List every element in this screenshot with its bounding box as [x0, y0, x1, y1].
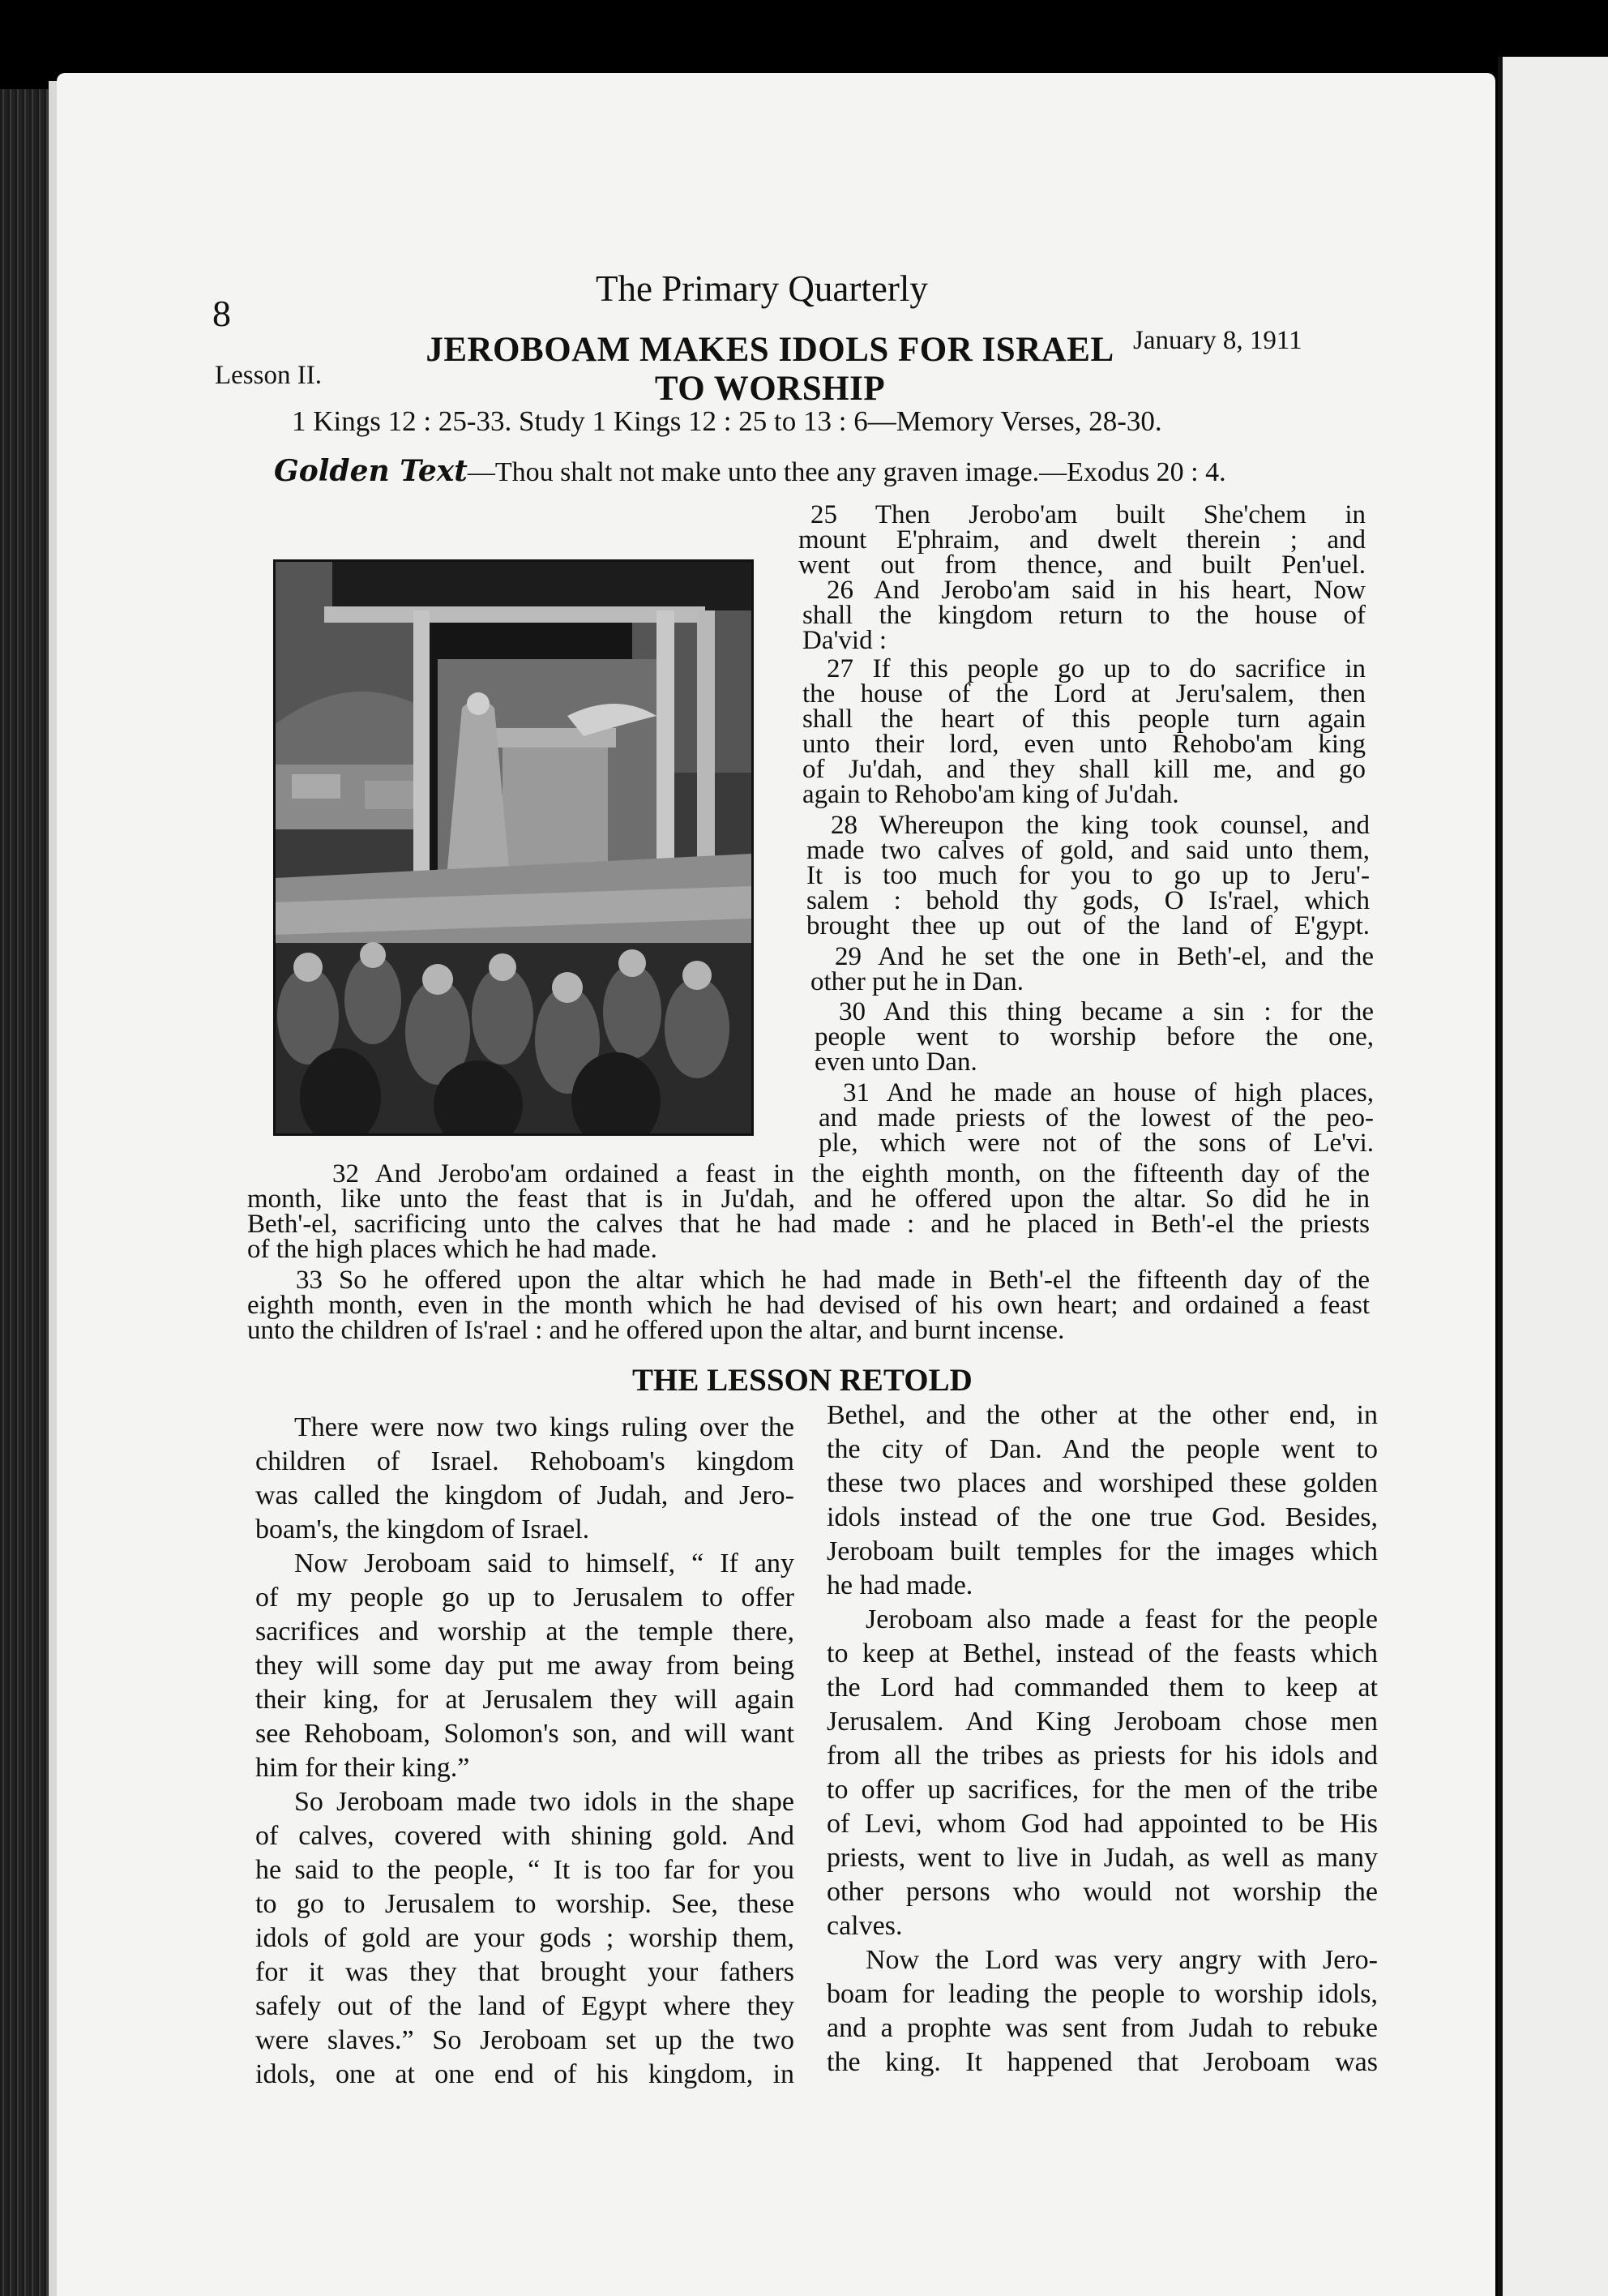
retold-line: idols, one at one end of his kingdom, in [255, 2059, 794, 2089]
retold-line: idols instead of the one true God. Besides, [827, 1502, 1378, 1532]
retold-line: sacrifices and worship at the temple there, [255, 1617, 794, 1647]
retold-line: Bethel, and the other at the other end, in [827, 1400, 1378, 1430]
golden-text-label: Golden Text [274, 454, 468, 488]
retold-line: from all the tribes as priests for his idols and [827, 1741, 1378, 1771]
retold-line: There were now two kings ruling over the [294, 1412, 794, 1442]
verse-line: salem : behold thy gods, O Is'rael, which [806, 886, 1370, 915]
retold-line: boam's, the kingdom of Israel. [255, 1514, 590, 1544]
verse-line: and made priests of the lowest of the peo- [819, 1103, 1374, 1133]
verse-line: 32 And Jerobo'am ordained a feast in the eighth month, on the fifteenth day of the [332, 1159, 1370, 1189]
retold-line: their king, for at Jerusalem they will again [255, 1685, 794, 1715]
verse-line: of Ju'dah, and they shall kill me, and go [802, 755, 1366, 784]
verse-line: 28 Whereupon the king took counsel, and [831, 811, 1370, 840]
retold-line: him for their king.” [255, 1753, 470, 1783]
retold-line: were slaves.” So Jeroboam set up the two [255, 2025, 794, 2055]
retold-line: to offer up sacrifices, for the men of the tribe [827, 1775, 1378, 1805]
retold-line: Jeroboam built temples for the images which [827, 1536, 1378, 1566]
retold-heading: THE LESSON RETOLD [632, 1363, 973, 1398]
verse-line: 29 And he set the one in Beth'-el, and the [835, 942, 1374, 971]
verse-line: shall the heart of this people turn again [802, 705, 1366, 734]
retold-line: safely out of the land of Egypt where they [255, 1991, 794, 2021]
verse-line: again to Rehobo'am king of Ju'dah. [802, 780, 1179, 809]
lesson-number: Lesson II. [215, 361, 322, 390]
lesson-title-line-1: JEROBOAM MAKES IDOLS FOR ISRAEL [426, 331, 1114, 369]
verse-line: 25 Then Jerobo'am built She'chem in [810, 500, 1366, 529]
verse-line: ple, which were not of the sons of Le'vi. [819, 1129, 1374, 1158]
retold-right-column [827, 1399, 1378, 2080]
verse-line: Beth'-el, sacrificing unto the calves that he had made : and he placed in Beth'-el the priests [247, 1210, 1370, 1239]
verse-line: shall the kingdom return to the house of [802, 601, 1366, 630]
verse-line: brought thee up out of the land of E'gypt. [806, 911, 1370, 940]
retold-line: the city of Dan. And the people went to [827, 1434, 1378, 1464]
retold-line: the king. It happened that Jeroboam was [827, 2047, 1378, 2077]
verse-line: Da'vid : [802, 626, 887, 655]
verse-line: 31 And he made an house of high places, [843, 1078, 1374, 1107]
verse-line: unto their lord, even unto Rehobo'am king [802, 730, 1366, 759]
retold-line: they will some day put me away from being [255, 1651, 794, 1681]
retold-line: these two places and worshiped these golden [827, 1468, 1378, 1498]
verse-line: unto the children of Is'rael : and he offered upon the altar, and burnt incense. [247, 1316, 1065, 1345]
retold-line: calves. [827, 1911, 903, 1941]
retold-line: see Rehoboam, Solomon's son, and will want [255, 1719, 794, 1749]
retold-line: Now Jeroboam said to himself, “ If any [294, 1549, 794, 1578]
retold-line: was called the kingdom of Judah, and Jero- [255, 1480, 794, 1510]
retold-line: boam for leading the people to worship idols, [827, 1979, 1378, 2009]
retold-line: So Jeroboam made two idols in the shape [294, 1787, 794, 1817]
verse-line: eighth month, even in the month which he had devised of his own heart; and ordained a feast [247, 1291, 1370, 1320]
retold-line: of my people go up to Jerusalem to offer [255, 1583, 794, 1613]
page-number: 8 [212, 293, 231, 334]
lesson-illustration [273, 559, 754, 1136]
verse-line: It is too much for you to go up to Jeru'- [806, 861, 1370, 890]
verse-line: other put he in Dan. [810, 967, 1024, 996]
golden-text [274, 454, 1226, 488]
verse-line: even unto Dan. [815, 1047, 977, 1077]
book-spine [0, 89, 49, 2296]
verse-line: people went to worship before the one, [815, 1022, 1374, 1052]
retold-line: Now the Lord was very angry with Jero- [866, 1945, 1378, 1975]
retold-line: he had made. [827, 1570, 973, 1600]
retold-line: for it was they that brought your fathers [255, 1957, 794, 1987]
retold-line: children of Israel. Rehoboam's kingdom [255, 1446, 794, 1476]
lesson-date: January 8, 1911 [1133, 326, 1302, 355]
retold-left-column [255, 1411, 794, 2092]
lesson-title-line-2: TO WORSHIP [654, 370, 886, 408]
verse-line: month, like unto the feast that is in Ju'dah, and he offered upon the altar. So did he in [247, 1184, 1370, 1214]
retold-line: Jeroboam also made a feast for the people [866, 1604, 1378, 1634]
retold-line: he said to the people, “ It is too far for you [255, 1855, 794, 1885]
verse-line: went out from thence, and built Pen'uel. [798, 550, 1366, 580]
retold-line: Jerusalem. And King Jeroboam chose men [827, 1707, 1378, 1737]
retold-line: to keep at Bethel, instead of the feasts which [827, 1638, 1378, 1668]
retold-line: and a prophte was sent from Judah to rebuke [827, 2013, 1378, 2043]
verse-line: the house of the Lord at Jeru'salem, then [802, 679, 1366, 709]
golden-text-body: —Thou shalt not make unto thee any graven image.—Exodus 20 : 4. [467, 457, 1226, 487]
retold-line: to go to Jerusalem to worship. See, these [255, 1889, 794, 1919]
retold-line: the Lord had commanded them to keep at [827, 1673, 1378, 1703]
retold-line: priests, went to live in Judah, as well as many [827, 1843, 1378, 1873]
retold-line: other persons who would not worship the [827, 1877, 1378, 1907]
lesson-title [421, 331, 1118, 409]
verse-line: 27 If this people go up to do sacrifice in [827, 654, 1366, 683]
verse-line: 26 And Jerobo'am said in his heart, Now [827, 576, 1366, 605]
scripture-reference: 1 Kings 12 : 25-33. Study 1 Kings 12 : 25 to 13 : 6—Memory Verses, 28-30. [292, 405, 1162, 437]
verse-line: mount E'phraim, and dwelt therein ; and [798, 525, 1366, 555]
illustration-image [276, 562, 751, 1133]
running-head: The Primary Quarterly [596, 268, 928, 309]
verse-line: 30 And this thing became a sin : for the [839, 997, 1374, 1026]
retold-line: of calves, covered with shining gold. And [255, 1821, 794, 1851]
retold-line: of Levi, whom God had appointed to be His [827, 1809, 1378, 1839]
verse-line: 33 So he offered upon the altar which he had made in Beth'-el the fifteenth day of the [296, 1266, 1370, 1295]
verse-line: of the high places which he had made. [247, 1235, 657, 1264]
verse-line: made two calves of gold, and said unto them, [806, 836, 1370, 865]
facing-page-edge [1498, 57, 1608, 2296]
retold-line: idols of gold are your gods ; worship them, [255, 1923, 794, 1953]
